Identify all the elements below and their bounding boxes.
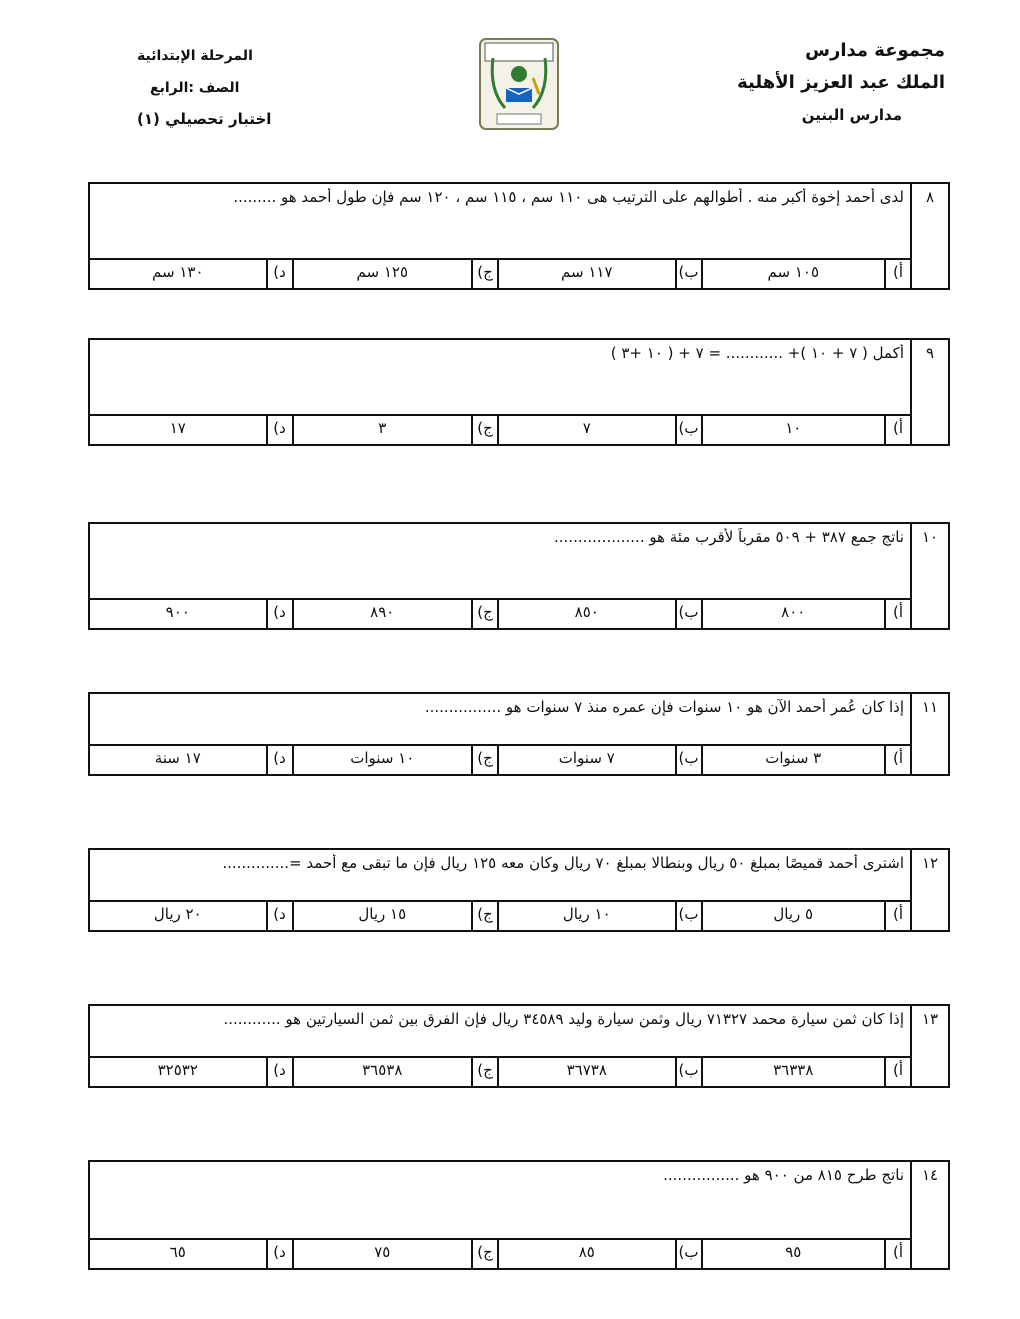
option-letter: ج) xyxy=(471,746,497,774)
option-letter: د) xyxy=(266,260,292,288)
question-text: اشترى أحمد قميصًا بمبلغ ٥٠ ريال وبنطالا بمبلغ ٧٠ ريال وكان معه ١٢٥ ريال فإن ما تبقى مع أحمد =.............. xyxy=(222,854,904,872)
option-letter: د) xyxy=(266,1058,292,1086)
question-14 xyxy=(88,1160,950,1270)
option-letter: د) xyxy=(266,902,292,930)
option-letter: ج) xyxy=(471,1058,497,1086)
option-value: ٧ سنوات xyxy=(497,746,675,774)
question-number: ٨ xyxy=(910,184,948,288)
option-value: ٢٠ ريال xyxy=(153,905,202,923)
option-b[interactable] xyxy=(497,1240,701,1268)
option-b[interactable] xyxy=(497,416,701,444)
option-d[interactable] xyxy=(90,1240,292,1268)
option-d[interactable] xyxy=(90,416,292,444)
options-row xyxy=(90,258,910,288)
question-text: ناتج طرح ٨١٥ من ٩٠٠ هو ................ xyxy=(663,1166,904,1184)
option-letter: أ) xyxy=(884,746,910,774)
option-value: ١١٧ سم xyxy=(497,260,675,288)
option-c[interactable] xyxy=(292,1240,498,1268)
option-value: ١٠ ريال xyxy=(497,902,675,930)
option-value: ٨٠٠ xyxy=(701,600,884,628)
option-letter: د) xyxy=(266,746,292,774)
option-c[interactable] xyxy=(292,416,498,444)
school-group-title: مجموعة مدارس xyxy=(805,40,945,61)
option-value: ٨٩٠ xyxy=(292,600,472,628)
option-value: ٩٥ xyxy=(701,1240,884,1268)
option-a[interactable] xyxy=(701,1240,910,1268)
option-value: ٥ ريال xyxy=(701,902,884,930)
options-row xyxy=(90,414,910,444)
option-value: ٩٠٠ xyxy=(165,603,190,621)
option-a[interactable] xyxy=(701,416,910,444)
question-12 xyxy=(88,848,950,932)
option-letter: ج) xyxy=(471,1240,497,1268)
option-letter: ج) xyxy=(471,416,497,444)
options-row xyxy=(90,1238,910,1268)
option-value: ١٠ xyxy=(701,416,884,444)
question-number: ١٠ xyxy=(910,524,948,628)
option-c[interactable] xyxy=(292,1058,498,1086)
option-value: ٣٢٥٣٢ xyxy=(157,1061,198,1079)
option-value: ١٧ xyxy=(169,419,186,437)
option-letter: ج) xyxy=(471,600,497,628)
option-d[interactable] xyxy=(90,1058,292,1086)
options-row xyxy=(90,598,910,628)
option-b[interactable] xyxy=(497,902,701,930)
option-a[interactable] xyxy=(701,1058,910,1086)
option-value: ٨٥٠ xyxy=(497,600,675,628)
option-d[interactable] xyxy=(90,260,292,288)
option-value: ٨٥ xyxy=(497,1240,675,1268)
exam-title: اختبار تحصيلي (١) xyxy=(137,110,272,128)
option-value: ٣ xyxy=(292,416,472,444)
question-number: ١٢ xyxy=(910,850,948,930)
option-c[interactable] xyxy=(292,746,498,774)
option-letter: ب) xyxy=(675,260,701,288)
option-b[interactable] xyxy=(497,1058,701,1086)
option-letter: أ) xyxy=(884,416,910,444)
option-value: ٦٥ xyxy=(169,1243,186,1261)
option-b[interactable] xyxy=(497,260,701,288)
option-d[interactable] xyxy=(90,902,292,930)
question-number: ٩ xyxy=(910,340,948,444)
option-a[interactable] xyxy=(701,902,910,930)
option-a[interactable] xyxy=(701,746,910,774)
option-letter: ج) xyxy=(471,260,497,288)
option-value: ١٥ ريال xyxy=(292,902,472,930)
option-value: ٣٦٥٣٨ xyxy=(292,1058,472,1086)
question-text: إذا كان عُمر أحمد الآن هو ١٠ سنوات فإن عمره منذ ٧ سنوات هو ................ xyxy=(424,698,904,716)
option-value: ١٣٠ سم xyxy=(152,263,204,281)
option-letter: أ) xyxy=(884,600,910,628)
option-c[interactable] xyxy=(292,600,498,628)
option-letter: ب) xyxy=(675,600,701,628)
option-letter: د) xyxy=(266,600,292,628)
school-name: الملك عبد العزيز الأهلية xyxy=(737,72,945,93)
option-d[interactable] xyxy=(90,600,292,628)
option-letter: ب) xyxy=(675,902,701,930)
question-number: ١٣ xyxy=(910,1006,948,1086)
option-value: ٣٦٣٣٨ xyxy=(701,1058,884,1086)
option-letter: أ) xyxy=(884,902,910,930)
question-8 xyxy=(88,182,950,290)
grade-label: الصف :الرابع xyxy=(150,80,240,96)
school-section: مدارس البنين xyxy=(801,106,902,124)
option-value: ١٠ سنوات xyxy=(292,746,472,774)
option-letter: ب) xyxy=(675,1058,701,1086)
options-row xyxy=(90,1056,910,1086)
option-letter: أ) xyxy=(884,1240,910,1268)
question-text: إذا كان ثمن سيارة محمد ٧١٣٢٧ ريال وثمن سيارة وليد ٣٤٥٨٩ ريال فإن الفرق بين ثمن السيارتين هو ............ xyxy=(223,1010,904,1028)
option-letter: ب) xyxy=(675,416,701,444)
option-letter: د) xyxy=(266,1240,292,1268)
option-b[interactable] xyxy=(497,600,701,628)
question-number: ١١ xyxy=(910,694,948,774)
option-b[interactable] xyxy=(497,746,701,774)
option-letter: أ) xyxy=(884,260,910,288)
options-row xyxy=(90,744,910,774)
option-value: ٧ xyxy=(497,416,675,444)
question-10 xyxy=(88,522,950,630)
option-value: ٣ سنوات xyxy=(701,746,884,774)
school-emblem-icon xyxy=(479,38,559,130)
question-number: ١٤ xyxy=(910,1162,948,1268)
option-letter: ج) xyxy=(471,902,497,930)
question-9 xyxy=(88,338,950,446)
option-c[interactable] xyxy=(292,260,498,288)
option-c[interactable] xyxy=(292,902,498,930)
question-text: ناتج جمع ٣٨٧ + ٥٠٩ مقرباً لأقرب مئة هو ................... xyxy=(554,528,904,546)
question-text: لدى أحمد إخوة أكبر منه . أطوالهم على الترتيب هى ١١٠ سم ، ١١٥ سم ، ١٢٠ سم فإن طول أحمد هو ......... xyxy=(233,188,904,206)
options-row xyxy=(90,900,910,930)
option-letter: أ) xyxy=(884,1058,910,1086)
option-letter: ب) xyxy=(675,746,701,774)
option-value: ٣٦٧٣٨ xyxy=(497,1058,675,1086)
stage-label: المرحلة الإبتدائية xyxy=(137,48,253,64)
option-value: ١٢٥ سم xyxy=(292,260,472,288)
question-text: أكمل ( ٧ + ١٠ )+ ............ = ٧ + ( ١٠ +٣ ) xyxy=(610,344,904,362)
option-d[interactable] xyxy=(90,746,292,774)
option-letter: ب) xyxy=(675,1240,701,1268)
option-value: ١٠٥ سم xyxy=(701,260,884,288)
option-value: ٧٥ xyxy=(292,1240,472,1268)
question-11 xyxy=(88,692,950,776)
option-a[interactable] xyxy=(701,260,910,288)
option-value: ١٧ سنة xyxy=(154,749,201,767)
option-a[interactable] xyxy=(701,600,910,628)
option-letter: د) xyxy=(266,416,292,444)
question-13 xyxy=(88,1004,950,1088)
